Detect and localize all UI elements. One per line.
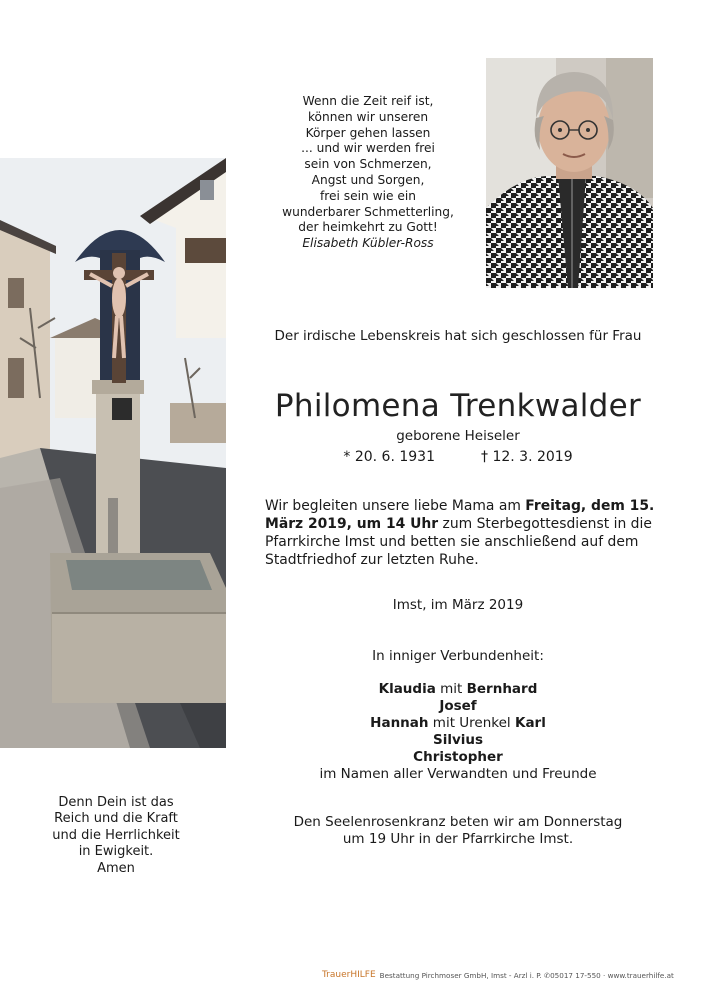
- footer-contact: Bestattung Pirchmoser GmbH, Imst - Arzl i. P. ✆05017 17-550 · www.trauerhilfe.at: [379, 970, 674, 980]
- service-text-part1: Wir begleiten unsere liebe Mama am: [265, 498, 526, 514]
- family-closing: im Namen aller Verwandten und Freunde: [319, 766, 597, 782]
- prayer-line: und die Herrlichkeit: [52, 827, 180, 843]
- rosary-line: Den Seelenrosenkranz beten wir am Donnerstag: [293, 814, 623, 830]
- wayside-cross-photo: [0, 158, 226, 748]
- family-connector: mit: [435, 681, 467, 697]
- prayer-line: Amen: [97, 860, 135, 876]
- family-connector: mit Urenkel: [428, 715, 515, 731]
- portrait-illustration: [486, 58, 653, 288]
- quote-line: ... und wir werden frei: [301, 141, 435, 156]
- service-text-part2: zum Sterbegottesdienst in die Pfarrkirche Imst und betten sie anschließend auf dem Stadtfriedhof zur letzten Ruhe.: [265, 516, 652, 568]
- quote-line: wunderbarer Schmetterling,: [282, 204, 454, 219]
- birth-date: * 20. 6. 1931: [343, 449, 435, 465]
- quote-line: Körper gehen lassen: [305, 125, 431, 140]
- family-member: Josef: [439, 698, 477, 714]
- portrait-photo: [486, 58, 653, 288]
- life-dates: [258, 449, 658, 465]
- death-date: † 12. 3. 2019: [481, 449, 573, 465]
- quote-line: können wir unseren: [307, 109, 429, 124]
- quote-line: Angst und Sorgen,: [311, 172, 425, 187]
- family-row: [258, 715, 658, 732]
- family-list: [258, 681, 658, 783]
- wayside-cross-illustration: [0, 158, 226, 748]
- bond-heading: In inniger Verbundenheit:: [372, 648, 544, 664]
- family-member: Bernhard: [466, 681, 538, 697]
- family-member: Christopher: [413, 749, 503, 765]
- maiden-name: geborene Heiseler: [396, 428, 520, 444]
- family-member: Karl: [514, 715, 546, 731]
- family-row: [258, 698, 658, 715]
- family-row: [258, 681, 658, 698]
- intro-text: Der irdische Lebenskreis hat sich geschlossen für Frau: [274, 328, 642, 344]
- service-text: [265, 497, 661, 569]
- footer-logo-part-b: HILFE: [350, 970, 376, 980]
- quote-block: [255, 94, 481, 252]
- prayer-line: in Ewigkeit.: [78, 844, 154, 860]
- family-member: Silvius: [432, 732, 484, 748]
- quote-author: Elisabeth Kübler-Ross: [302, 236, 434, 251]
- rosary-text: [258, 814, 658, 848]
- prayer-line: Denn Dein ist das: [58, 795, 174, 810]
- family-member: Hannah: [370, 715, 429, 731]
- prayer-block: [20, 795, 212, 877]
- place-date: Imst, im März 2019: [392, 597, 524, 613]
- deceased-name: Philomena Trenkwalder: [274, 388, 642, 424]
- prayer-line: Reich und die Kraft: [54, 811, 178, 827]
- rosary-line: um 19 Uhr in der Pfarrkirche Imst.: [342, 831, 574, 847]
- service-date-time: Freitag, dem 15. März 2019, um 14 Uhr: [265, 498, 655, 532]
- quote-line: der heimkehrt zu Gott!: [298, 220, 438, 235]
- family-row: [258, 749, 658, 766]
- quote-line: sein von Schmerzen,: [304, 157, 432, 172]
- quote-line: frei sein wie ein: [320, 188, 416, 203]
- footer-logo-part-a: Trauer: [322, 970, 351, 980]
- family-row: [258, 732, 658, 749]
- family-member: Klaudia: [378, 681, 436, 697]
- footer: [318, 970, 674, 980]
- quote-line: Wenn die Zeit reif ist,: [302, 94, 434, 108]
- footer-logo-text: [322, 970, 376, 980]
